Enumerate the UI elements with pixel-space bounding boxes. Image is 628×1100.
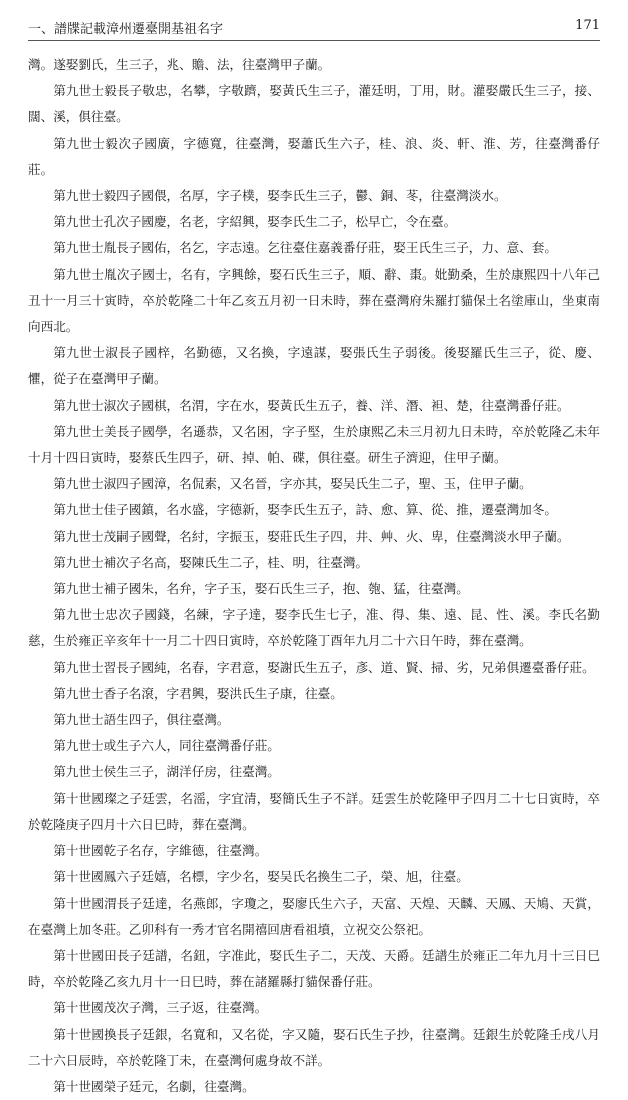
genealogy-paragraph: 第十世國鳳六子廷嬉，名標，字少名，娶吴氏名換生二子，榮、旭，往臺。 <box>53 869 469 885</box>
genealogy-paragraph: 第九世士忠次子國錢，名練，字子達，娶李氏生七子，准、得、集、遠、昆、性、溪。李氏名勤慈，生於雍正辛亥年十一月二十四日寅時，卒於乾隆丁酉年九月二十六日午時，葬在臺灣。 <box>28 607 600 649</box>
genealogy-paragraph: 第九世士孔次子國慶，名老，字紹興，娶李氏生二子，松早亡，令在臺。 <box>53 214 457 230</box>
genealogy-paragraph: 第十世國乾子名存，字維德，往臺灣。 <box>53 843 268 859</box>
page-number: 171 <box>575 18 600 33</box>
genealogy-paragraph: 第九世士補次子名高，娶陳氏生二子，桂、明，往臺灣。 <box>53 554 369 570</box>
genealogy-paragraph: 第十世國榮子廷元，名劇，往臺灣。 <box>53 1078 255 1094</box>
genealogy-paragraph: 第九世士侯生三子，湖洋仔房，往臺灣。 <box>53 764 280 780</box>
genealogy-paragraph: 第十世國茂次子灣，三子返，往臺灣。 <box>53 1000 268 1016</box>
body-text <box>28 52 600 1100</box>
genealogy-paragraph: 第九世士毅長子敬忠，名攀，字敬躋，娶黃氏生三子，灌廷明，丁用，財。灌娶嚴氏生三子，接、闊、溪，俱往臺。 <box>28 83 600 125</box>
genealogy-paragraph: 第十世國璨之子廷雲，名滛，字宜清，娶簡氏生子不詳。廷雲生於乾隆甲子四月二十七日寅時，卒於乾隆庚子四月十六日巳時，葬在臺灣。 <box>28 790 600 832</box>
genealogy-paragraph: 第十世國渭長子廷達，名燕郎，字瓊之，娶廖氏生六子，天富、天煌、天麟、天鳳、天鳩、天賞，在臺灣上加冬莊。乙卯科有一秀才官名開禧回唐看祖墳，立祝交公祭祀。 <box>28 895 600 937</box>
genealogy-paragraph: 第九世士毅次子國廣，字德寬，往臺灣，娶蕭氏生六子，桂、浪、炎、軒、淮、芳，往臺灣番仔莊。 <box>28 135 600 177</box>
genealogy-paragraph: 第十世國田長子廷譜，名鈕，字准此，娶氏生子二，天茂、天爵。廷譜生於雍正二年九月十三日巳時，卒於乾隆乙亥九月十一日巳時，葬在諸羅縣打貓保番仔莊。 <box>28 947 600 990</box>
genealogy-paragraph: 第九世士淑長子國梓，名勤德，又名換，字遠謀，娶張氏生子弱後。後娶羅氏生三子，從、慶、懼，從子在臺灣甲子蘭。 <box>28 345 600 387</box>
genealogy-paragraph: 第九世士淑四子國漳，名侃素，又名晉，字亦其，娶吴氏生二子，聖、玉，住甲子蘭。 <box>53 476 532 492</box>
genealogy-paragraph: 第九世士毅四子國偎，名厚，字子樸，娶李氏生三子，鬱、銅、苳，往臺灣淡水。 <box>53 188 507 204</box>
genealogy-paragraph: 第九世士美長子國學，名遜恭，又名困，字子堅，生於康熙乙未三月初九日未時，卒於乾隆乙未年十月十四日寅時，娶蔡氏生四子，研、掉、帕、碟，俱往臺。研生子濟迎，住甲子蘭。 <box>28 423 600 466</box>
genealogy-paragraph: 灣。遂娶劉氏，生三子，兆、贍、法，往臺灣甲子蘭。 <box>28 57 331 72</box>
genealogy-paragraph: 第九世士補子國朱，名弁，字子玉，娶石氏生三子，抱、匏、猛，往臺灣。 <box>53 581 469 597</box>
genealogy-paragraph: 第九世士胤長子國佑，名乞，字志遠。乞往臺住嘉義番仔莊，娶王氏生三子，力、意、套。 <box>53 240 557 256</box>
genealogy-paragraph: 第十世國換長子廷銀，名寬和，又名從，字又隨，娶石氏生子抄，往臺灣。廷銀生於乾隆壬戌八月二十六日辰時，卒於乾隆丁未，在臺灣何處身故不詳。 <box>28 1026 600 1068</box>
genealogy-paragraph: 第九世士淑次子國棋，名渭，字在水，娶黃氏生五子，養、洋、潛、袒、楚，往臺灣番仔莊。 <box>53 397 570 413</box>
genealogy-paragraph: 第九世士習長子國純，名春，字君意，娶謝氏生五子，彥、道、賢、掃、劣，兄弟俱遷臺番仔莊。 <box>53 659 595 675</box>
genealogy-paragraph: 第九世士香子名滾，字君興，娶洪氏生子康，往臺。 <box>53 685 343 701</box>
section-title: 一、譜牒記載漳州遷臺開基祖名字 <box>28 22 224 37</box>
genealogy-paragraph: 第九世士茂嗣子國聲，名紂，字振玉，娶莊氏生子四，井、艸、火、卑，住臺灣淡水甲子蘭。 <box>53 528 570 544</box>
running-header <box>28 14 600 41</box>
genealogy-paragraph: 第九世士語生四子，俱往臺灣。 <box>53 712 230 728</box>
genealogy-paragraph: 第九世士或生子六人，同往臺灣番仔莊。 <box>53 738 280 754</box>
genealogy-paragraph: 第九世士胤次子國士，名有，字興餘，娶石氏生三子，順、辭、棗。妣勤桑，生於康熙四十八年己丑十一月三十寅時，卒於乾隆二十年乙亥五月初一日未時，葬在臺灣府朱羅打貓保土名塗庫山，坐東南向西北。 <box>28 266 600 335</box>
genealogy-paragraph: 第九世士佳子國鎮，名水盛，字德新，娶李氏生五子，詩、愈、算、從、推，遷臺灣加冬。 <box>53 502 557 518</box>
